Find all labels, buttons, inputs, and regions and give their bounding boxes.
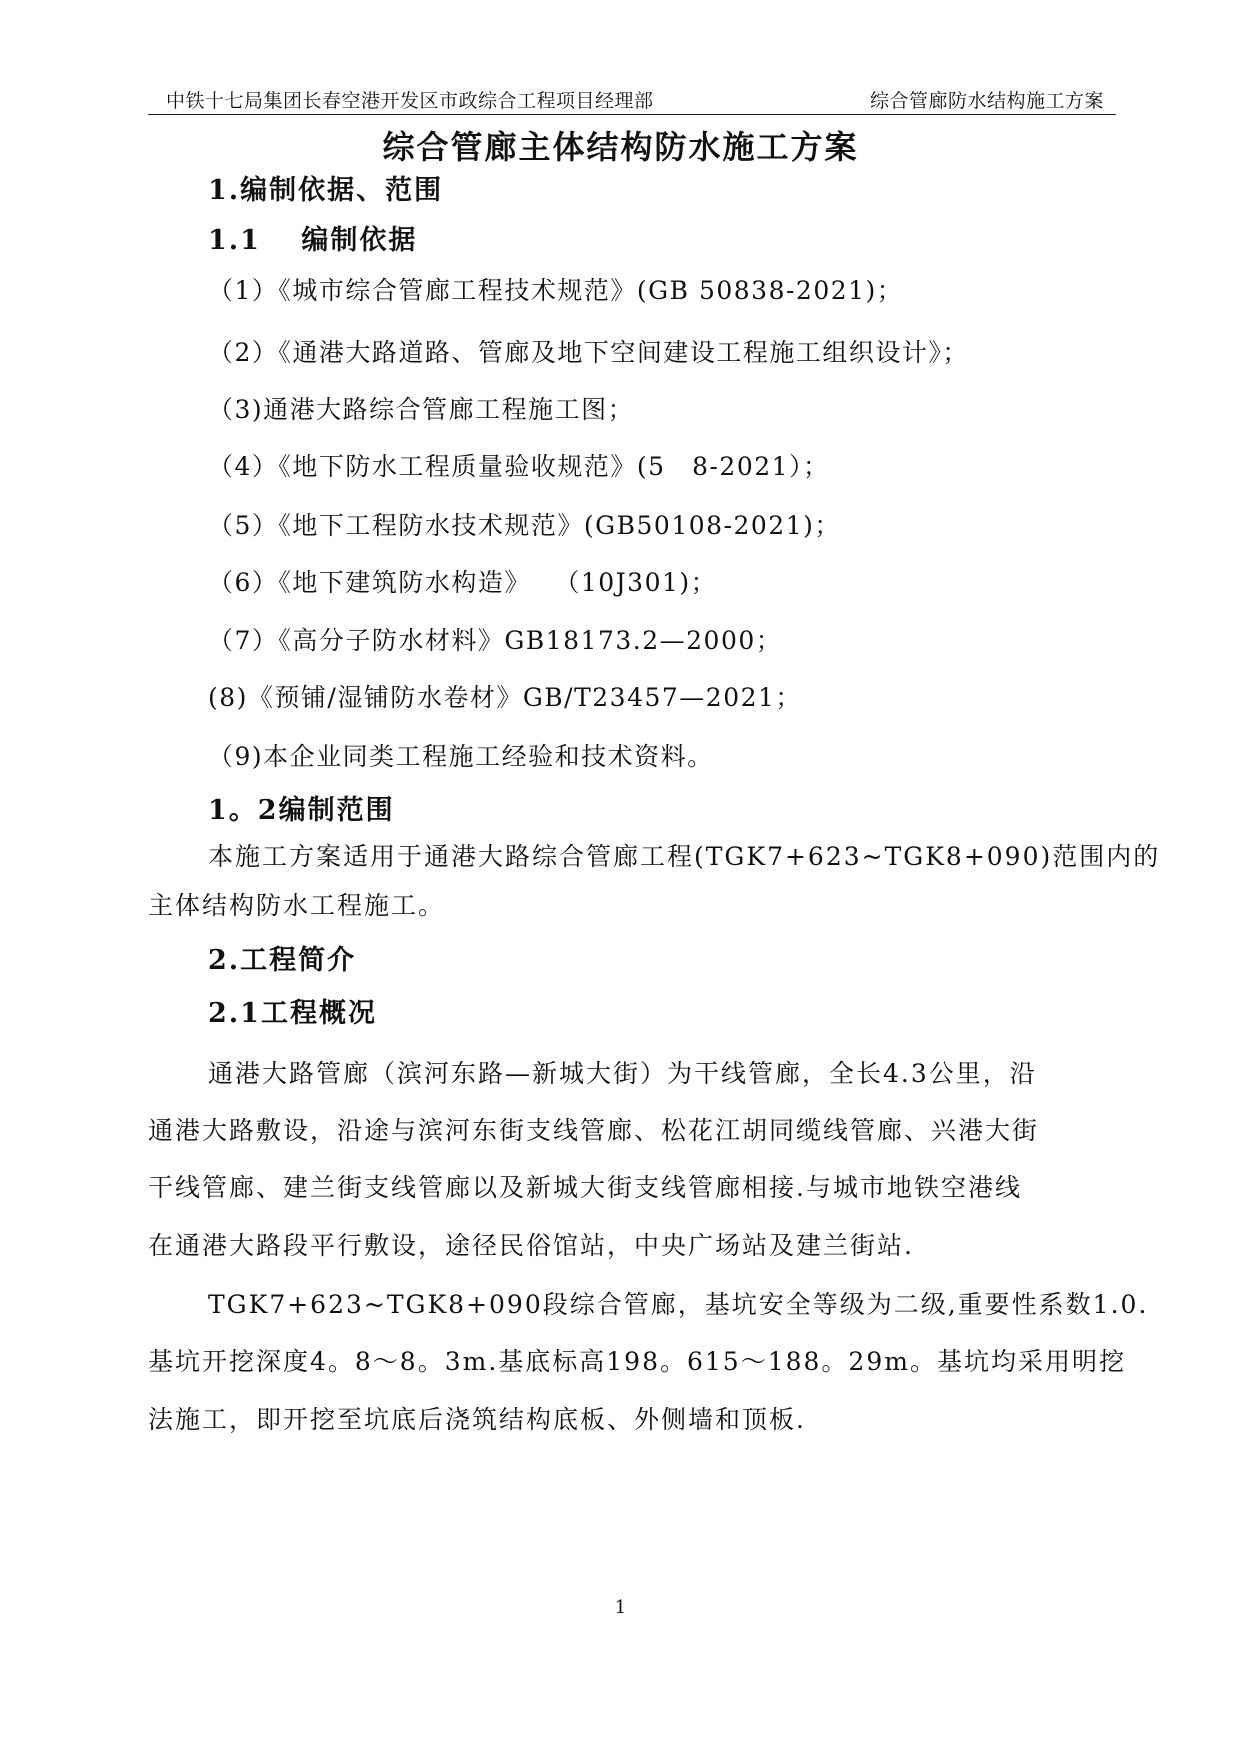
reference-item: （5）《地下工程防水技术规范》(GB50108-2021)； bbox=[208, 511, 841, 540]
reference-item: （2）《通港大路道路、管廊及地下空间建设工程施工组织设计》； bbox=[208, 338, 969, 367]
reference-item: (8)《预铺/湿铺防水卷材》GB/T23457—2021； bbox=[208, 683, 802, 712]
reference-item: （9)本企业同类工程施工经验和技术资料。 bbox=[208, 742, 714, 771]
reference-item: （3)通港大路综合管廊工程施工图； bbox=[208, 395, 635, 424]
section-2-1-heading: 2.1工程概况 bbox=[208, 998, 377, 1029]
header-organization: 中铁十七局集团长春空港开发区市政综合工程项目经理部 bbox=[166, 91, 654, 112]
scope-paragraph-line: 本施工方案适用于通港大路综合管廊工程(TGK7+623~TGK8+090)范围内的 bbox=[208, 842, 1161, 871]
section-1-heading: 1.编制依据、范围 bbox=[208, 175, 444, 206]
document-title: 综合管廊主体结构防水施工方案 bbox=[382, 128, 859, 166]
overview-paragraph-line: TGK7+623~TGK8+090段综合管廊，基坑安全等级为二级,重要性系数1.0. bbox=[208, 1290, 1149, 1319]
overview-paragraph-line: 通港大路敷设，沿途与滨河东街支线管廊、松花江胡同缆线管廊、兴港大街 bbox=[148, 1116, 1040, 1145]
reference-item: （7）《高分子防水材料》GB18173.2—2000； bbox=[208, 626, 783, 655]
section-2-heading: 2.工程简介 bbox=[208, 945, 357, 976]
overview-paragraph-line: 通港大路管廊（滨河东路—新城大街）为干线管廊，全长4.3公里，沿 bbox=[208, 1059, 1037, 1088]
reference-item: （1）《城市综合管廊工程技术规范》(GB 50838-2021)； bbox=[208, 276, 904, 305]
overview-paragraph-line: 法施工，即开挖至坑底后浇筑结构底板、外侧墙和顶板. bbox=[148, 1405, 806, 1434]
section-1-2-heading: 1。2编制范围 bbox=[208, 795, 395, 826]
overview-paragraph-line: 干线管廊、建兰街支线管廊以及新城大街支线管廊相接.与城市地铁空港线 bbox=[148, 1173, 1022, 1202]
page-header bbox=[148, 84, 1116, 115]
overview-paragraph-line: 在通港大路段平行敷设，途径民俗馆站，中央广场站及建兰街站. bbox=[148, 1231, 914, 1260]
reference-item: （6）《地下建筑防水构造》 （10J301)； bbox=[208, 568, 718, 597]
reference-item: （4）《地下防水工程质量验收规范》(5 8-2021）； bbox=[208, 452, 830, 481]
page-number: 1 bbox=[614, 1597, 627, 1618]
scope-paragraph-line: 主体结构防水工程施工。 bbox=[148, 891, 446, 920]
section-1-1-heading: 1.1 编制依据 bbox=[208, 225, 418, 256]
overview-paragraph-line: 基坑开挖深度4。8～8。3m.基底标高198。615～188。29m。基坑均采用明挖 bbox=[148, 1347, 1126, 1376]
header-document-name: 综合管廊防水结构施工方案 bbox=[869, 91, 1104, 112]
